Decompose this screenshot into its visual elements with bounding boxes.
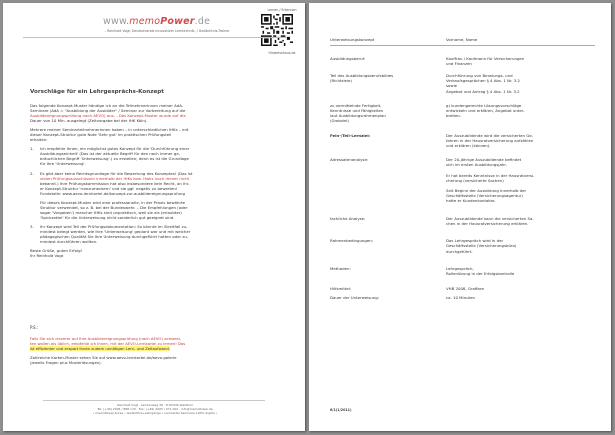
row-label — [330, 56, 446, 66]
intro-line: Das folgende Konzept-Muster händige ich an die Teilnehmerinnen meiner AdA- — [30, 103, 184, 108]
qr-code-icon — [261, 14, 293, 46]
table-row — [330, 266, 595, 276]
list-number: 2. — [30, 170, 34, 176]
row-value-line: Kauffrau / Kaufmann für Versicherungen — [446, 56, 525, 62]
step-line: für Ihre 'Unterweisung'. — [40, 161, 86, 167]
closing-line: Beste Grüße, guten Erfolg! — [30, 248, 83, 254]
row-label-line: Ausbildungsberuf: — [330, 56, 366, 62]
ps-line: Falls Sie sich cleverer auf Ihre Ausbildereignungsprüfung (nach AEVO) vorberei- — [30, 336, 182, 341]
row-value-line: sich im ersten Ausbildungsjahr. — [446, 162, 507, 168]
row-spacer — [330, 276, 595, 286]
ps-label: P.S.: — [30, 325, 39, 330]
row-label-line: zu vermittelnde Fertigkeit, — [330, 102, 382, 108]
step-line: vielen Prüfungsausschüssen innerhalb der IHKs bzw. Hwks noch immer nicht — [40, 175, 190, 181]
row-value-line: und Finanzen — [446, 61, 472, 67]
row-label-line: Hilfsmittel: — [330, 285, 352, 291]
step-line: Ihr Konzept wird Teil der Prüfungsdokumentation: So könnte im Streitfall zu- — [40, 223, 188, 229]
row-value-line: und erklären (können). — [446, 143, 491, 149]
row-value — [446, 73, 595, 93]
row-label — [330, 216, 446, 226]
row-label — [330, 266, 446, 276]
row-value-line: Der 20-jährige Auszubildende befindet — [446, 157, 522, 163]
para2-line: Mehrere meiner Seminarteilnehmerinnen haben – in unterschiedlichen IHKs – mit — [30, 127, 189, 133]
list-item — [30, 223, 280, 245]
row-value-line: Der Auszubildende wird die versicherten Ge- — [446, 133, 534, 139]
tagline: – Reinhold Vogt, Deutschlands innovativer Lerntechnik- / Gedächtnis-Trainer — [104, 29, 230, 33]
step-line: bekannt.) Ihre Prüfungskommission hat also insbesondere kein Recht, an Ihr- — [40, 180, 190, 186]
row-label-line: Methoden: — [330, 265, 351, 271]
step-line: Es gibt aber keine Rechtsgrundlage für die Bewertung des Konzeptes! (Das ist — [40, 170, 193, 176]
qr-box — [261, 8, 303, 55]
row-value-line: Der Auszubildende kann die versicherten Sa- — [446, 216, 534, 222]
row-value-line: hatte er Kundenkontakte. — [446, 198, 496, 204]
table-row — [330, 238, 595, 253]
list-number: 1. — [30, 146, 34, 152]
logo-suffix: .de — [194, 16, 211, 27]
footer-divider — [43, 400, 265, 401]
right-page — [309, 3, 611, 431]
document-title: Vorschläge für ein Lehrgesprächs-Konzept — [30, 89, 164, 95]
row-label-line: Dauer der Unterweisung: — [330, 294, 380, 300]
step-line: pädagogischen Qualität Sie Ihre Unterweisung durchgeführt hatten oder zu- — [40, 234, 189, 240]
header-left: Unterweisungskonzept — [330, 37, 446, 46]
ps-paragraph — [30, 337, 280, 366]
row-label-line: Fein-/Teil-Lernziel: — [330, 133, 371, 139]
row-value-line: Das Lehrgespräch wird in der — [446, 238, 504, 244]
step-line: mindest belegt werden, wie Ihre 'Unterweisung' geplant war und mit welcher — [40, 228, 191, 234]
step-line: Ausbildungseinheit' (Das ist der aktuelle Begriff für den noch immer ge- — [40, 151, 181, 157]
intro-line: Seminare (AdA = "Ausbildung der Ausbilder" / Seminar zur Vorbereitung auf die — [30, 108, 186, 114]
footer-line: Reinhold Vogt · Landauweg 36 · D-65449 Waldbrill — [117, 403, 193, 407]
row-value-line: Angebot und Antrag § 4 Abs. 1 Nr. 3.2 — [446, 88, 520, 94]
row-spacer — [330, 123, 595, 133]
para2-line: dieser Konzept-Struktur gute Note 'Sehr gut' im praktischen Prüfungsteil — [30, 132, 172, 138]
row-value-line: breiten. — [446, 112, 462, 118]
left-page — [3, 3, 305, 431]
ps-line: Zahlreiche Karten-Muster sehen Sie auf www.aevo-lernkartei.de/aevo-galerie — [30, 354, 177, 360]
step-line: Struktur verwendet, so z. B. bei der Bundeswehr. – Die Empfehlungen (oder — [40, 204, 188, 210]
row-value — [446, 216, 595, 226]
table-row — [330, 56, 595, 66]
row-spacer — [330, 46, 595, 57]
logo-name-a: memo — [129, 16, 161, 27]
qr-title: Lernen / Erkennen — [267, 8, 297, 12]
table-row — [330, 295, 595, 300]
row-value-line: g) kundengerechte Lösungsvorschläge — [446, 102, 522, 108]
row-label-line: (Grobziel) — [330, 117, 350, 123]
row-label-line: Kenntnisse und Fähigkeiten — [330, 107, 384, 113]
row-value-line: chen in der Hausratversicherung erklären. — [446, 221, 529, 227]
row-label — [330, 73, 446, 93]
qr-site: Hinweisehaus.de — [268, 51, 296, 55]
page-number: 6/1(1/2011) — [330, 408, 352, 412]
fundstelle-link[interactable]: Fundstelle: www.aevo-lernkartei.de/konzept-zur-ausbildereignungsprufung — [40, 190, 185, 196]
intro-line: Dauer von 10 Min. ausgelegt (Zeitvorgabe bei der IHK Köln). — [30, 118, 148, 124]
row-label — [330, 157, 446, 203]
ps-line: (jeweils Fragen plus Musterlösungen). — [30, 359, 102, 365]
row-value — [446, 157, 595, 203]
step-line: bräuchlichen Begriff 'Unterweisung'.) zu erstellen; denn es ist die Grundlage — [40, 156, 189, 162]
row-label-line: fachliche Analyse: — [330, 216, 366, 222]
intro-paragraph — [30, 103, 280, 262]
header-right: Vorname, Name — [446, 37, 595, 46]
row-label-line: Adressatenanalyse: — [330, 157, 369, 163]
row-value-line: Durchführung von Beratungs- und — [446, 73, 513, 79]
row-label — [330, 103, 446, 123]
memopower-logo — [103, 16, 210, 27]
row-value-line: Geschäftsstelle (Versicherungsagentur) — [446, 192, 523, 198]
table-header-row — [330, 37, 595, 46]
row-value-line: Seit Beginn der Ausbildung innerhalb der — [446, 187, 527, 193]
row-value — [446, 56, 595, 66]
row-value — [446, 295, 595, 300]
recommendation-list — [30, 146, 280, 244]
ps-line: ten wollen als üblich, empfehle ich Ihnen, mit der AEVO-Lernkartei zu lernen! Das — [30, 340, 186, 346]
row-spacer — [330, 226, 595, 238]
row-label — [330, 238, 446, 253]
row-value-line: ca. 10 Minuten — [446, 294, 475, 300]
concept-table — [330, 37, 595, 300]
step-line: Für dieses Konzept-Muster wird eine professionelle, in der Praxis bewährte — [40, 199, 186, 205]
table-row — [330, 157, 595, 203]
footer — [63, 403, 247, 415]
footer-line: Tel: (+49) 2005 / 888 170 · Fax: (+49) 2005 / 071 000 · info@memoPower.de — [97, 407, 213, 411]
header-divider — [23, 37, 287, 38]
row-label-line: Rahmenbedingungen: — [330, 238, 374, 244]
row-value-line: VHB 2008, Grafiken — [446, 285, 485, 291]
list-item — [30, 170, 280, 220]
row-spacer — [330, 254, 595, 266]
row-value-line: cherung (versicherte Sachen) — [446, 177, 504, 183]
row-value — [446, 238, 595, 253]
row-label-line: Teil des Ausbildungsberufsbildes — [330, 73, 394, 79]
step-line: sogar 'Vorgaben') mancher IHKs sind unpraktisch, weil sie als (erlaubter) — [40, 209, 182, 215]
table-row — [330, 133, 595, 148]
table-row — [330, 103, 595, 123]
step-line: er Konzept-Struktur 'rumzumeckern' und sie ggf. negativ zu bewerten! — [40, 185, 178, 191]
list-item — [30, 146, 280, 167]
row-label — [330, 295, 446, 300]
row-value-line: Rollenübung in der Erfolgskontrolle — [446, 270, 515, 276]
logo-name-b: Power — [160, 16, 195, 27]
logo-prefix: www. — [103, 16, 130, 27]
row-value — [446, 266, 595, 276]
row-label-line: (Richtziele) — [330, 78, 352, 84]
footer-line: • memoPower-Kurse • Gedächtnis-Lehrgänge • Lernkartei Seminare 100% digital • — [92, 411, 218, 415]
row-value-line: Geschäftsstelle (Versicherungsbüro) — [446, 243, 517, 249]
row-value-line: sowie — [446, 83, 458, 89]
row-value-line: entwickeln und erklären, Angebot unter- — [446, 107, 525, 113]
para2-line: erhalten: — [30, 137, 48, 143]
ps-highlight-line: ist effizienter und erspart Ihnen zudem unnötigen Lern- und Zeitaufwand. — [30, 345, 171, 351]
row-spacer — [330, 148, 595, 157]
signature: Ihr Reinhold Vogt — [30, 253, 64, 259]
row-value-line: durchgeführt. — [446, 248, 473, 254]
row-spacer — [330, 94, 595, 103]
row-spacer — [330, 203, 595, 216]
row-value-line: fahren in der Hausratversicherung aufzählen — [446, 138, 534, 144]
row-value — [446, 133, 595, 148]
row-spacer — [330, 66, 595, 73]
row-value — [446, 103, 595, 123]
row-value-line: Lehrgespräch, — [446, 265, 474, 271]
row-value-line: Verkaufsgesprächen § 4 Abs. 1 Nr. 3.2 — [446, 78, 520, 84]
row-label — [330, 133, 446, 148]
step-line: 'Spickzettel' für die Unterweisung nicht sonderlich gut geeignet sind. — [40, 214, 175, 220]
row-value-line: Er hat bereits Kenntnisse in der Hausratversi- — [446, 172, 535, 178]
table-row — [330, 73, 595, 93]
row-label-line: laut Ausbildungsrahmenplan — [330, 112, 386, 118]
intro-line: Ausbildereignungsprüfung nach AEVO) aus. - Das Konzept-Muster wurde auf die — [30, 113, 186, 119]
table-row — [330, 216, 595, 226]
list-number: 3. — [30, 223, 34, 229]
step-line: mindest durchführen wollten. — [40, 239, 98, 245]
step-line: Ich empfehle Ihnen, ein möglichst gutes Konzept für die 'Durchführung einer — [40, 146, 190, 152]
